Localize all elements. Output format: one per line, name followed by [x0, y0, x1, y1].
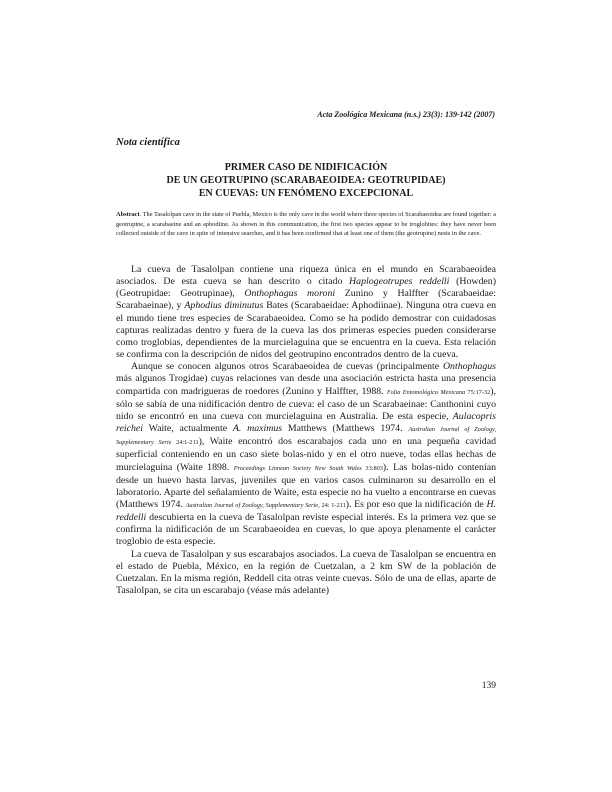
reference-pages: 33:803 [361, 464, 383, 472]
paragraph-1 [116, 264, 496, 361]
text-run: (Howden) (Geotrupidae: Geotrupinae), [116, 276, 496, 300]
journal-citation: Acta Zoológica Mexicana (n.s.) 23(3): 139-142 (2007) [317, 110, 495, 119]
species-name: Aulacopris reichei [116, 410, 496, 435]
text-run: ), Waite encontró dos escarabajos cada uno en una pequeña cavidad superficial conteniendo en un caso siete bolas-nido y en el otro nueve, todas ellas hechas de murcielaguina (Waite 1898. [116, 436, 497, 473]
text-run: ). Las bolas-nido contenían desde un huevo hasta larvas, juveniles que en varios casos culminaron su desarrollo en el laboratorio. Aparte del señalamiento de Waite, esta especie no ha vuelto a encontrarse en cuevas (Matthews 1974. [116, 461, 496, 510]
abstract-text: . The Tasalolpan cave in the state of Puebla, Mexico is the only cave in the world where three species of Scarabaeoidea are found together: a geotrupine, a scarabaeine and an aphodiine. As shown in this communication, the first two species appear to be troglobites: they have never been collected outside of the cave in spite of intensive searches, and it has been confirmed that at least one of them (the geotrupine) nests in the cave. [116, 211, 496, 238]
reference-journal: Australian Journal of Zoology, Supplementary Serie [185, 501, 319, 509]
reference-journal: Proceedings Linnean Society New South Wales [233, 464, 362, 472]
text-run: Bates (Scarabaeidae: Aphodiinae). Ninguna otra cueva en el mundo tiene tres especies de Scarabaeoidea. Como se ha podido demostrar con cuidadosas capturas realizadas dentro y fuera de la cueva las dos primeras especies pueden considerarse como troglobias, dependientes de la murcielaguina que se encuentra en la cueva. Esta relación se confirma con la descripción de nidos del geotrupino encontrados dentro de la cueva. [116, 300, 497, 361]
text-run: Aunque se conocen algunos otros Scarabaeoidea de cuevas (principalmente [131, 361, 443, 373]
species-name: Haplogeotrupes reddelli [349, 276, 450, 288]
species-name: Onthophagus [442, 361, 496, 373]
abstract-label: Abstract [116, 211, 140, 218]
paragraph-3: La cueva de Tasalolpan y sus escarabajos asociados. La cueva de Tasalolpan se encuentra en el estado de Puebla, México, en la región de Cuetzalan, a 2 km SW de la población de Cuetzalan. En la misma región, Reddell cita otras veinte cuevas. Sólo de una de ellas, aparte de Tasalolpan, se cita un escarabajo (véase más adelante) [116, 548, 496, 597]
page-number: 139 [481, 681, 496, 691]
text-run: Waite, actualmente [142, 423, 233, 435]
article-title [116, 161, 496, 200]
text-run: ), sólo se sabía de una nidificación dentro de cueva: el caso de un Scarabaeinae: Canthonini cuyo nido se encontró en una cueva con murcielaguina en Australia. De esta especie, [116, 385, 497, 422]
reference-journal: Australian Journal of Zoology, Supplementary Serie [116, 426, 496, 447]
text-run: Matthews (Matthews 1974. [282, 423, 409, 435]
paragraph-2 [116, 361, 496, 548]
reference-pages: 75:17-32 [465, 388, 491, 396]
title-line-1: PRIMER CASO DE NIDIFICACIÓN [224, 162, 388, 173]
reference-journal: Folia Entomológica Mexicana [386, 388, 466, 396]
species-name: Onthophagus moroni [244, 288, 336, 300]
text-run: descubierta en la cueva de Tasalolpan reviste especial interés. Es la primera vez que se confirma la nidificación de un Scarabaeoidea en cuevas, lo que apoya plenamente el carácter troglobio de esta especie. [116, 512, 496, 548]
article-body [116, 264, 496, 597]
species-name: Aphodius diminutus [184, 300, 264, 312]
section-label: Nota científica [116, 137, 180, 148]
species-name: A. maximus [232, 423, 283, 435]
reference-pages: , 24: 1-211 [318, 501, 346, 509]
text-run: ). Es por eso que la nidificación de [345, 498, 487, 510]
text-run: La cueva de Tasalolpan contiene una riqueza única en el mundo en Scarabaeoidea asociados. De esta cueva se han descrito o citado [116, 264, 496, 288]
species-name: H. reddelli [116, 498, 497, 524]
text-run: Zunino y Halffter (Scarabaeidae: Scarabaeinae), y [116, 288, 496, 312]
reference-pages: 24:1-211 [171, 439, 199, 447]
title-line-3: EN CUEVAS: UN FENÓMENO EXCEPCIONAL [198, 188, 414, 199]
title-line-2: DE UN GEOTRUPINO (SCARABAEOIDEA: GEOTRUPIDAE) [166, 175, 446, 186]
abstract [116, 210, 496, 239]
text-run: más algunos Trogidae) cuyas relaciones van desde una asociación estricta hasta una presencia compartida con madrigueras de roedores (Zunino y Halffter, 1988. [116, 373, 496, 397]
